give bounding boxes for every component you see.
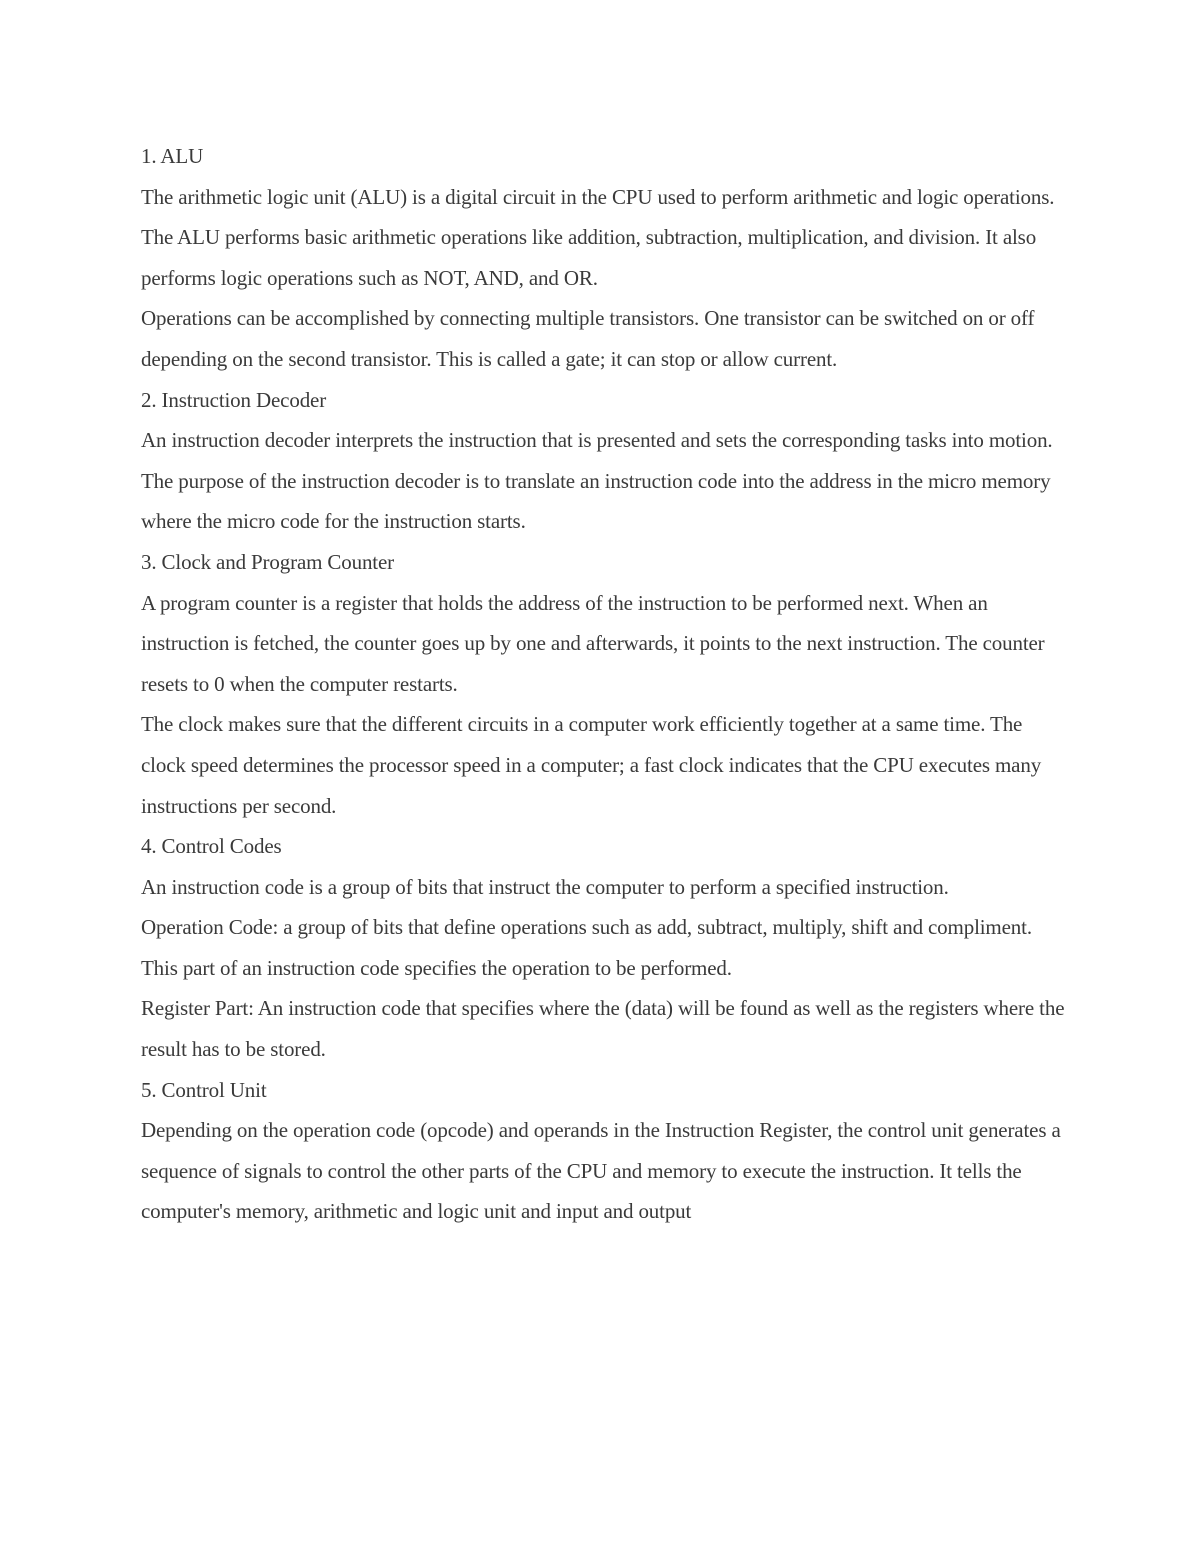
paragraph-program-counter: A program counter is a register that holds the address of the instruction to be performed next. When an instruction is fetched, the counter goes up by one and afterwards, it points to the next instruction. The counter resets to 0 when the computer restarts. (141, 590, 1045, 696)
paragraph-alu-transistors: Operations can be accomplished by connecting multiple transistors. One transistor can be switched on or off depending on the second transistor. This is called a gate; it can stop or allow current. (141, 306, 1035, 371)
document-body (141, 136, 1071, 1232)
heading-alu: 1. ALU (141, 144, 204, 168)
paragraph-operation-code: Operation Code: a group of bits that define operations such as add, subtract, multiply, shift and compliment. This part of an instruction code specifies the operation to be performed. (141, 915, 1032, 980)
paragraph-clock: The clock makes sure that the different circuits in a computer work efficiently together at a same time. The clock speed determines the processor speed in a computer; a fast clock indicates that the CPU executes many instructions per second. (141, 712, 1042, 818)
paragraph-control-unit: Depending on the operation code (opcode) and operands in the Instruction Register, the control unit generates a sequence of signals to control the other parts of the CPU and memory to execute the instruction. It tells the computer's memory, arithmetic and logic unit and input and output (141, 1118, 1061, 1224)
paragraph-alu-definition: The arithmetic logic unit (ALU) is a digital circuit in the CPU used to perform arithmetic and logic operations. (141, 184, 1055, 209)
heading-control-unit: 5. Control Unit (141, 1077, 267, 1102)
heading-instruction-decoder: 2. Instruction Decoder (141, 387, 327, 412)
paragraph-instruction-decoder: An instruction decoder interprets the instruction that is presented and sets the corresponding tasks into motion. The purpose of the instruction decoder is to translate an instruction code into the address in the micro memory where the micro code for the instruction starts. (141, 428, 1053, 534)
paragraph-alu-operations: The ALU performs basic arithmetic operations like addition, subtraction, multiplication, and division. It also performs logic operations such as NOT, AND, and OR. (141, 225, 1037, 290)
paragraph-register-part: Register Part: An instruction code that specifies where the (data) will be found as well as the registers where the result has to be stored. (141, 996, 1065, 1062)
paragraph-instruction-code: An instruction code is a group of bits that instruct the computer to perform a specified instruction. (141, 874, 949, 899)
heading-clock-program-counter: 3. Clock and Program Counter (141, 549, 395, 574)
heading-control-codes: 4. Control Codes (141, 834, 282, 859)
